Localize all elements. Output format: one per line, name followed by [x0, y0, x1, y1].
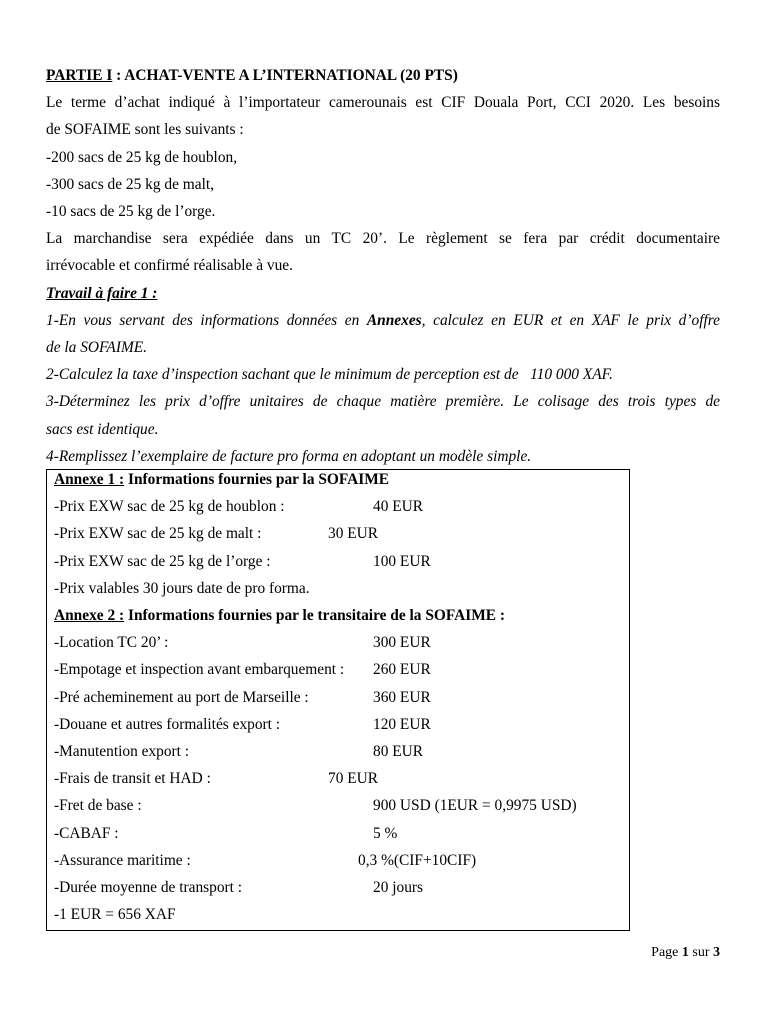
annexe-1-label: Annexe 1 : — [54, 471, 125, 488]
row-label: -Assurance maritime : — [54, 851, 191, 869]
partie-label: PARTIE I — [46, 67, 113, 84]
section-heading — [46, 62, 720, 89]
annexe-1-title: Informations fournies par la SOFAIME — [124, 471, 390, 488]
row-value: 80 EUR — [373, 743, 424, 761]
row-label: -Frais de transit et HAD : — [54, 770, 211, 788]
annexe-2-row — [54, 765, 622, 792]
need-item-orge: -10 sacs de 25 kg de l’orge. — [46, 203, 216, 221]
annexe-2-row — [54, 847, 622, 874]
row-label: -CABAF : — [54, 824, 119, 842]
q1-bold: Annexes — [366, 311, 422, 329]
row-value: 30 EUR — [328, 525, 379, 543]
question-1-line-1 — [46, 307, 720, 334]
annexe-1-row — [54, 520, 622, 547]
question-3-line-2: sacs est identique. — [46, 420, 159, 438]
row-value: 900 USD (1EUR = 0,9975 USD) — [373, 797, 577, 815]
q1-post: , calculez en EUR et en XAF le prix d’offre — [421, 311, 720, 329]
page-footer — [651, 945, 720, 961]
intro-line-1: Le terme d’achat indiqué à l’importateur camerounais est CIF Douala Port, CCI 2020. Les besoins — [46, 94, 720, 112]
question-3-line-1: 3-Déterminez les prix d’offre unitaires de chaque matière première. Le colisage des trois types de — [46, 393, 720, 411]
q1-pre: 1-En vous servant des informations données en — [46, 311, 367, 329]
row-value: 70 EUR — [328, 770, 379, 788]
row-value: 300 EUR — [373, 634, 431, 652]
annexe-2-row — [54, 820, 622, 847]
annexe-2-row — [54, 711, 622, 738]
row-value: 100 EUR — [373, 552, 431, 570]
question-4: 4-Remplissez l’exemplaire de facture pro forma en adoptant un modèle simple. — [46, 447, 532, 465]
annexe-1-heading — [54, 466, 622, 493]
row-label: -Empotage et inspection avant embarquement : — [54, 661, 345, 679]
annexe-2-row — [54, 629, 622, 656]
footer-page-number: 1 — [681, 945, 689, 960]
shipping-line-1: La marchandise sera expédiée dans un TC 20’. Le règlement se fera par crédit documentaire — [46, 230, 720, 248]
row-value: 260 EUR — [373, 661, 431, 679]
annexe-2-heading — [54, 602, 622, 629]
travail-title: Travail à faire 1 : — [46, 284, 158, 302]
row-label: -Durée moyenne de transport : — [54, 879, 243, 897]
footer-of-word: sur — [688, 945, 713, 960]
annexe-1-row — [54, 493, 622, 520]
question-2: 2-Calculez la taxe d’inspection sachant que le minimum de perception est de 110 000 XAF. — [46, 366, 613, 384]
row-value: 360 EUR — [373, 688, 431, 706]
row-label: -Location TC 20’ : — [54, 634, 169, 652]
row-label: -Fret de base : — [54, 797, 142, 815]
row-label: -Prix EXW sac de 25 kg de l’orge : — [54, 552, 271, 570]
row-label: -Prix EXW sac de 25 kg de houblon : — [54, 498, 285, 516]
footer-page-word: Page — [651, 945, 682, 960]
annexe-1-row — [54, 548, 622, 575]
partie-title: : ACHAT-VENTE A L’INTERNATIONAL (20 PTS) — [112, 67, 458, 84]
annexe-2-title: Informations fournies par le transitaire de la SOFAIME : — [124, 607, 506, 625]
footer-page-total: 3 — [713, 945, 720, 960]
need-item-houblon: -200 sacs de 25 kg de houblon, — [46, 148, 238, 166]
row-value: 20 jours — [373, 879, 424, 897]
page-content — [46, 62, 720, 470]
row-value: 5 % — [373, 824, 398, 842]
annexes-box — [46, 469, 630, 931]
row-label: -Pré acheminement au port de Marseille : — [54, 688, 309, 706]
annexe-2-row — [54, 738, 622, 765]
row-label: -Douane et autres formalités export : — [54, 715, 281, 733]
row-value: 40 EUR — [373, 498, 424, 516]
need-item-malt: -300 sacs de 25 kg de malt, — [46, 175, 214, 193]
shipping-line-2: irrévocable et confirmé réalisable à vue. — [46, 257, 293, 275]
row-label: -Prix EXW sac de 25 kg de malt : — [54, 525, 262, 543]
row-label: -Manutention export : — [54, 743, 190, 761]
annexe-2-row — [54, 684, 622, 711]
question-1-line-2: de la SOFAIME. — [46, 339, 148, 357]
row-value: 120 EUR — [373, 715, 431, 733]
intro-line-2: de SOFAIME sont les suivants : — [46, 121, 244, 139]
annexe-2-row — [54, 792, 622, 819]
annexe-2-label: Annexe 2 : — [54, 607, 125, 625]
annexe-1-note: -Prix valables 30 jours date de pro forma. — [54, 579, 310, 597]
annexe-2-row — [54, 874, 622, 901]
annexe-2-note: -1 EUR = 656 XAF — [54, 906, 176, 924]
annexe-2-row — [54, 656, 622, 683]
row-value: 0,3 %(CIF+10CIF) — [358, 851, 477, 869]
